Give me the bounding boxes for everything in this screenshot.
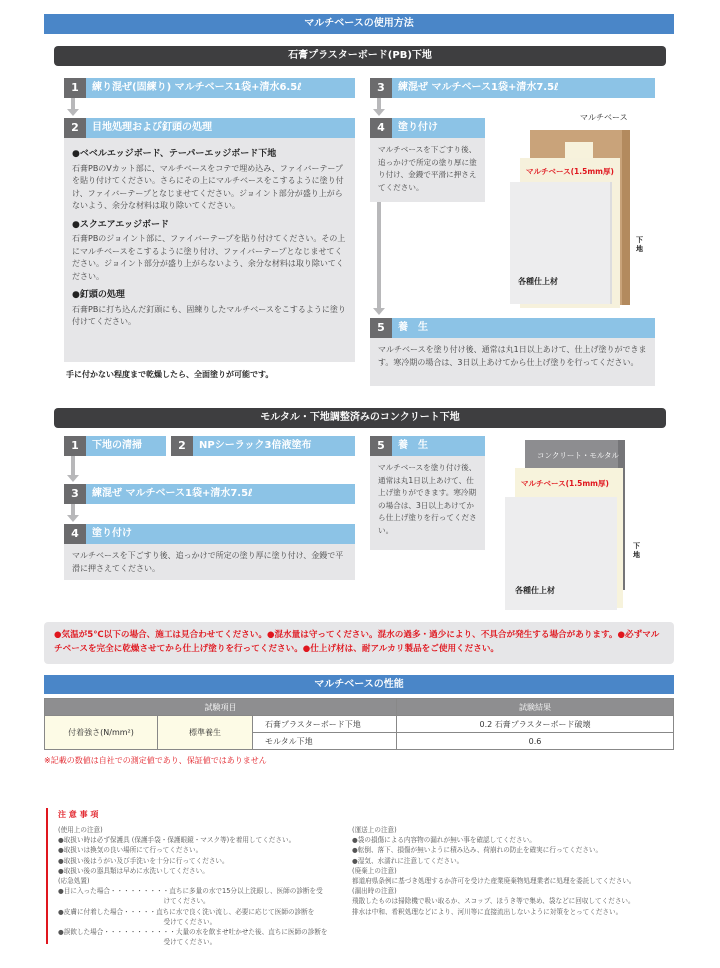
step-label: 養 生 (392, 318, 655, 338)
warning-box: ●気温が5℃以下の場合、施工は見合わせてください。●混水量は守ってください。混水の過多・過少により、不具合が発生する場合があります。●必ずマルチベースを完全に乾燥させてから仕上げ塗りを行ってください。●仕上げ材は、耐アルカリ製品をご使用ください。 (44, 622, 674, 664)
pb-step-3 (370, 78, 655, 98)
step-label: 練り混ぜ(固練り) マルチベース1袋+清水6.5ℓ (86, 78, 355, 98)
header-test-item: 試験項目 (45, 699, 397, 716)
step-label: 養 生 (392, 436, 485, 456)
section-heading: ●ベベルエッジボード、テーパーエッジボード下地 (72, 149, 277, 159)
cell-item: 付着強さ(N/mm²) (45, 716, 158, 750)
step-number: 1 (64, 78, 86, 98)
pb-step-2 (64, 118, 355, 138)
label-layer: マルチベース(1.5mm厚) (521, 479, 609, 488)
cautions-left: (使用上の注意) ●取扱い時は必ず保護具 (保護手袋・保護眼鏡・マスク等)を着用してください。 ●取扱いは換気の良い場所にて行ってください。 ●取扱い後はうがい及び手洗いを十分に行ってください。 ●取扱い後の器具類は早めに水洗いしてください。 (応急処置) ●目に入った場合・・・・・・・・・直ちに多量の水で15分以上洗眼し、医師の診断を受 けてください。 ●皮膚に付着した場合・・・・・直ちに水で良く洗い流し、必要に応じて医師の診断を 受けてください。 ●誤飲した場合・・・・・・・・・・・大量の水を飲ませ吐かせた後、直ちに医師の診断を 受けてください。 (58, 826, 328, 947)
section-heading: ●釘頭の処理 (72, 290, 125, 300)
step-number: 2 (64, 118, 86, 138)
mortar-step-4-body: マルチベースを下ごすり後、追っかけで所定の塗り厚に塗り付け、金鏝で平滑に押さえてください。 (64, 544, 355, 580)
step-label: 塗り付け (392, 118, 485, 138)
arrowhead-icon (373, 308, 385, 315)
mortar-step-5 (370, 436, 485, 456)
cautions-title: 注 意 事 項 (58, 810, 99, 819)
pb-step-1 (64, 78, 355, 98)
step-number: 4 (370, 118, 392, 138)
step-label: 練混ぜ マルチベース1袋+清水7.5ℓ (392, 78, 655, 98)
step-number: 5 (370, 318, 392, 338)
arrowhead-icon (373, 109, 385, 116)
step-label: 塗り付け (86, 524, 355, 544)
pb-step-5-body: マルチベースを塗り付け後、通常は丸1日以上あけて、仕上げ塗りができます。寒冷期の場合は、3日以上あけてから仕上げ塗りを行ってください。 (370, 338, 655, 386)
mortar-step-3 (64, 484, 355, 504)
section-title-mortar: モルタル・下地調整済みのコンクリート下地 (54, 408, 666, 428)
cell-substrate: 石膏プラスターボード下地 (253, 716, 397, 733)
step-number: 5 (370, 436, 392, 456)
cell-substrate: モルタル下地 (253, 733, 397, 750)
performance-title: マルチベースの性能 (44, 675, 674, 694)
step-number: 3 (370, 78, 392, 98)
cell-result: 0.6 (397, 733, 674, 750)
table-row (45, 716, 674, 733)
arrow-down-icon (71, 98, 75, 109)
step-label: 目地処理および釘頭の処理 (86, 118, 355, 138)
arrowhead-icon (67, 475, 79, 482)
step-number: 2 (171, 436, 193, 456)
label-front: 各種仕上材 (518, 277, 558, 286)
section-text: 石膏PBのジョイント部に、ファイバーテープを貼り付けてください。その上にマルチベースをこするように塗り付け、ファイバーテープとなじませてください。ジョイント部分が盛り上がらないよう、余分な材料は取り除いてください。 (72, 234, 346, 281)
arrow-down-icon (377, 202, 381, 309)
arrow-down-icon (71, 504, 75, 515)
section-title-pb: 石膏プラスターボード(PB)下地 (54, 46, 666, 66)
label-front: 各種仕上材 (515, 586, 555, 595)
pb-dry-note: 手に付かない程度まで乾燥したら、全面塗りが可能です。 (66, 370, 274, 379)
pb-layer-illustration (510, 100, 650, 310)
label-top: コンクリート・モルタル (537, 451, 620, 460)
label-side: 下地 (636, 236, 643, 253)
mortar-layer-illustration (505, 440, 645, 612)
cell-result: 0.2 石膏プラスターボード破壊 (397, 716, 674, 733)
section-text: 石膏PBに打ち込んだ釘頭にも、固練りしたマルチベースをこするように塗り付けてください。 (72, 304, 346, 326)
step-number: 4 (64, 524, 86, 544)
section-text: 石膏PBのVカット部に、マルチベースをコテで埋め込み、ファイバーテープを貼り付けてください。さらにその上にマルチベースをこするように塗り付け、ファイバーテープとなじませてください。ジョイント部分が盛り上がらないよう、余分な材料は取り除いてください。 (72, 163, 344, 210)
pb-step-2-body (64, 138, 355, 362)
page-title: マルチベースの使用方法 (44, 14, 674, 34)
mortar-step-4 (64, 524, 355, 544)
mortar-step-1 (64, 436, 166, 456)
header-test-result: 試験結果 (397, 699, 674, 716)
step-number: 3 (64, 484, 86, 504)
mortar-step-5-body: マルチベースを塗り付け後、通常は丸1日以上あけて、仕上げ塗りができます。寒冷期の場合は、3日以上あけてから仕上げ塗りを行ってください。 (370, 456, 485, 550)
arrow-down-icon (71, 456, 75, 475)
mortar-step-2 (171, 436, 355, 456)
step-label: NPシーラック3倍液塗布 (193, 436, 355, 456)
label-side: 下地 (633, 542, 640, 559)
label-layer: マルチベース(1.5mm厚) (526, 167, 614, 176)
cell-curing: 標準養生 (158, 716, 253, 750)
arrow-down-icon (377, 98, 381, 109)
pb-step-4-body: マルチベースを下ごすり後、追っかけで所定の塗り厚に塗り付け、金鏝で平滑に押さえてください。 (370, 138, 485, 202)
step-label: 下地の清掃 (86, 436, 166, 456)
performance-footnote: ※記載の数値は自社での測定値であり、保証値ではありません (44, 756, 267, 765)
step-number: 1 (64, 436, 86, 456)
caution-accent-line (46, 808, 48, 944)
arrowhead-icon (67, 109, 79, 116)
pb-step-4 (370, 118, 485, 138)
section-heading: ●スクエアエッジボード (72, 219, 170, 230)
cautions-right: (運送上の注意) ●袋の損傷による内容物の漏れが無い事を確認してください。 ●転倒、落下、損傷が無いように積み込み、荷崩れの防止を確実に行ってください。 ●湿気、水濡れに注意してください。 (廃棄上の注意) 都道府県条例に基づき処理するか許可を受けた産業廃棄物処理業者に処理を委託してください。 (漏出時の注意) 飛散したものは掃除機で吸い取るか、スコップ、ほうき等で集め、袋などに回収してください。 排水は中和、希釈処理などにより、河川等に直接流出しないように対策をとってください。 (352, 826, 636, 916)
label-top: マルチベース (580, 113, 628, 122)
performance-table (44, 698, 674, 750)
step-label: 練混ぜ マルチベース1袋+清水7.5ℓ (86, 484, 355, 504)
pb-step-5 (370, 318, 655, 338)
arrowhead-icon (67, 515, 79, 522)
